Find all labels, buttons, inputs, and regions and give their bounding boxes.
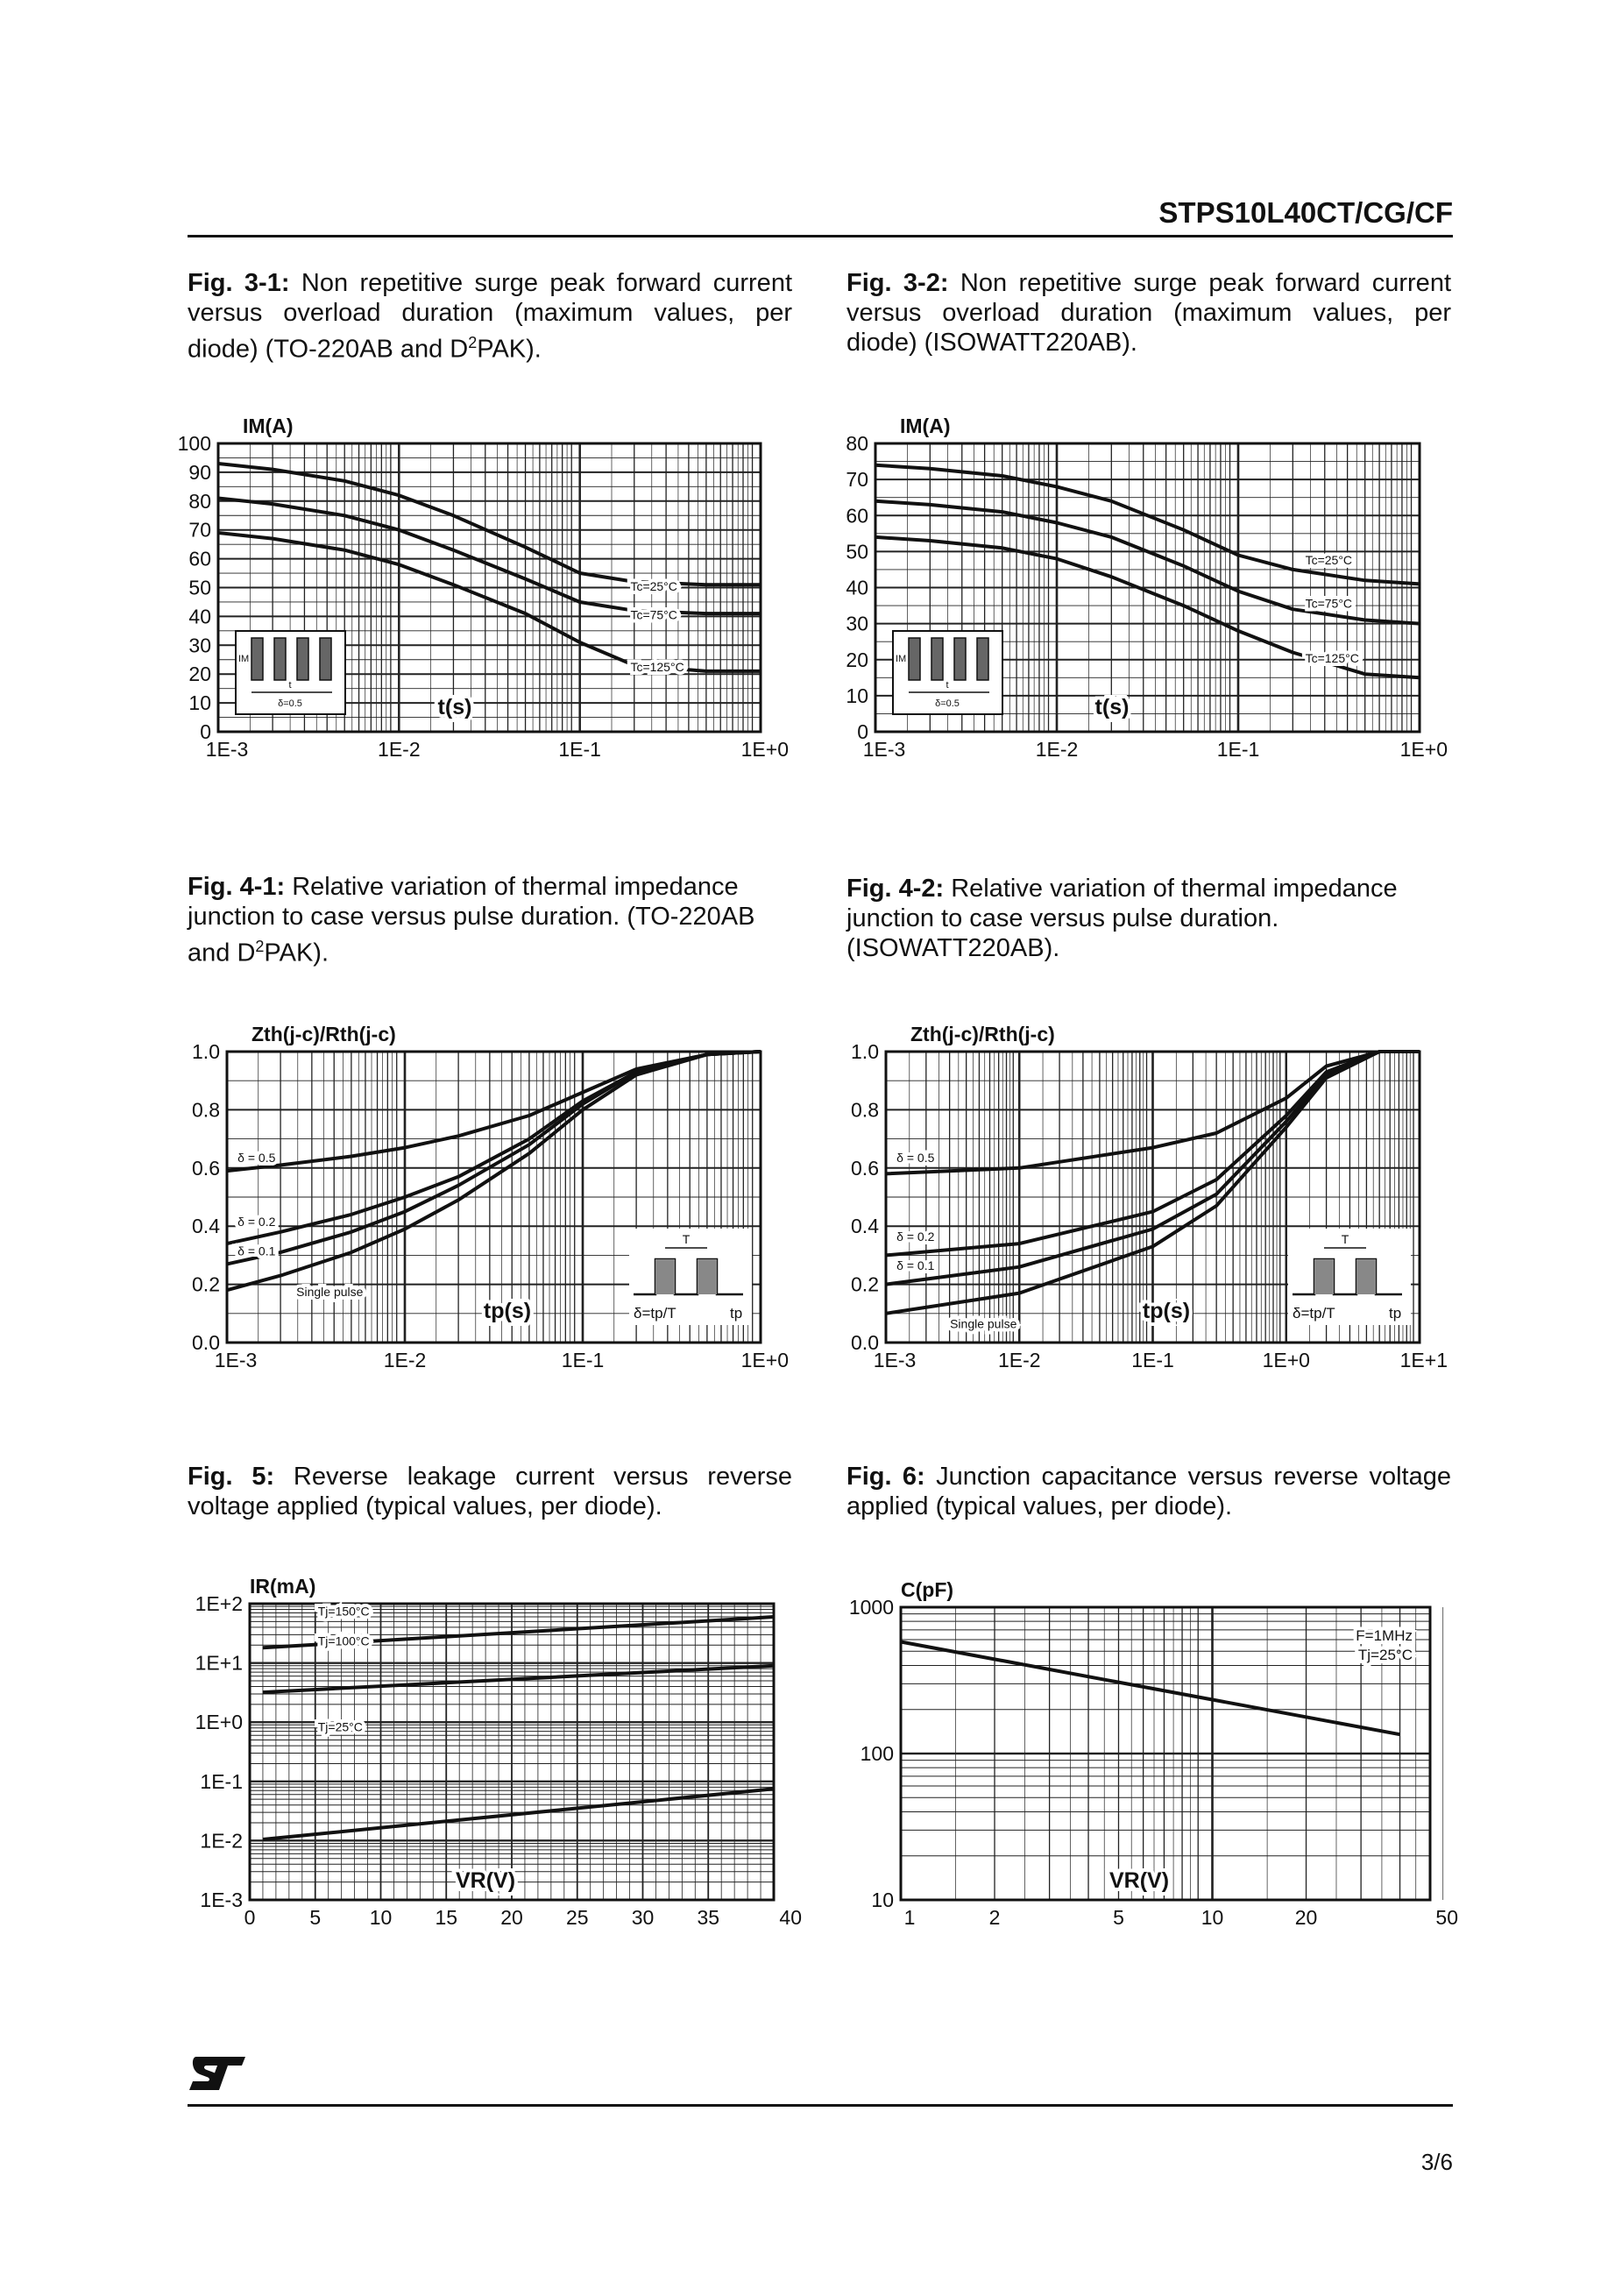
inset-label: δ=0.5 — [935, 698, 960, 709]
inset-pulse — [931, 638, 943, 680]
inset-label: tp — [1389, 1305, 1402, 1322]
y-tick-label: 70 — [846, 468, 868, 492]
y-tick-label: 0.2 — [851, 1272, 879, 1296]
y-tick-label: 0.0 — [851, 1331, 879, 1354]
caption-text: Non repetitive surge peak forward current versus overload duration (maximum values, per diode) (ISOWATT220AB). — [846, 269, 1452, 357]
caption-fig-label: Fig. 3-2: — [846, 269, 949, 297]
x-axis-label: t(s) — [437, 695, 472, 719]
x-tick-label: 1E+0 — [1262, 1349, 1310, 1371]
x-tick-label: 1E-2 — [1035, 738, 1079, 761]
y-axis-label: Zth(j-c)/Rth(j-c) — [251, 1023, 396, 1045]
y-tick-label: 1.0 — [851, 1040, 879, 1063]
series-label: δ = 0.5 — [896, 1151, 935, 1166]
inset-pulse — [655, 1259, 675, 1294]
x-tick-label: 15 — [435, 1906, 458, 1929]
y-tick-label: 40 — [846, 576, 868, 599]
caption-tail: PAK). — [477, 335, 542, 364]
inset-pulse — [320, 638, 331, 680]
x-tick-label: 1E-1 — [561, 1349, 605, 1371]
y-tick-label: 1E-2 — [200, 1829, 243, 1853]
y-tick-label: 0 — [857, 720, 868, 743]
y-tick-label: 40 — [188, 605, 211, 628]
inset-label: δ=tp/T — [1293, 1305, 1335, 1322]
series-line — [901, 1642, 1400, 1735]
y-tick-label: 1E+2 — [195, 1592, 243, 1615]
x-tick-label: 5 — [309, 1906, 322, 1929]
series-line — [263, 1789, 774, 1839]
caption-text: Relative variation of thermal impedance junction to case versus pulse duration. (ISOWATT220AB). — [846, 875, 1398, 962]
inset-pulse — [1314, 1259, 1334, 1294]
x-tick-label: 40 — [779, 1906, 802, 1929]
x-tick-label: 20 — [1294, 1906, 1318, 1929]
x-axis-label: tp(s) — [483, 1299, 532, 1323]
y-tick-label: 1E+1 — [195, 1651, 243, 1675]
series-label: Tj=150°C — [317, 1604, 370, 1619]
caption-fig-label: Fig. 4-2: — [846, 875, 945, 903]
y-axis-label: IM(A) — [900, 415, 951, 437]
inset-pulse — [297, 638, 308, 680]
series-label: Single pulse — [950, 1316, 1017, 1331]
inset-pulse — [1356, 1259, 1376, 1294]
y-tick-label: 80 — [188, 489, 211, 513]
y-tick-label: 0.4 — [192, 1215, 220, 1238]
chart-annotation: Tj=25°C — [1357, 1647, 1413, 1663]
y-tick-label: 80 — [846, 432, 868, 455]
inset-label: T — [682, 1232, 691, 1246]
x-axis-label: VR(V) — [1108, 1868, 1170, 1893]
y-axis-label: IM(A) — [243, 415, 294, 437]
y-tick-label: 50 — [188, 576, 211, 599]
x-tick-label: 10 — [1201, 1906, 1224, 1929]
y-axis-label: C(pF) — [901, 1578, 954, 1601]
caption-text: Non repetitive surge peak forward current versus overload duration (maximum values, per diode) (TO-220AB and D — [188, 269, 793, 364]
x-tick-label: 5 — [1113, 1906, 1124, 1929]
x-tick-label: 1E+0 — [740, 738, 789, 761]
series-label: Tc=125°C — [630, 659, 684, 674]
x-tick-label: 1E-1 — [1216, 738, 1260, 761]
y-tick-label: 1E-3 — [200, 1889, 243, 1911]
inset-label: t — [946, 680, 949, 691]
y-tick-label: 20 — [846, 648, 868, 671]
series-label: δ = 0.5 — [237, 1151, 276, 1166]
y-tick-label: 0.4 — [851, 1215, 879, 1238]
inset-label: T — [1341, 1232, 1349, 1246]
caption-sup: 2 — [255, 938, 265, 955]
chart-annotation: F=1MHz — [1356, 1627, 1413, 1644]
y-tick-label: 0.8 — [851, 1098, 879, 1122]
y-tick-label: 0.2 — [192, 1272, 220, 1296]
x-tick-label: 35 — [697, 1906, 720, 1929]
document-title: STPS10L40CT/CG/CF — [1158, 196, 1453, 229]
series-line — [218, 464, 761, 585]
x-tick-label: 1E+1 — [1399, 1349, 1448, 1371]
y-axis-label: Zth(j-c)/Rth(j-c) — [910, 1023, 1055, 1045]
st-logo-icon — [188, 2055, 249, 2092]
x-tick-label: 1E+0 — [740, 1349, 789, 1371]
x-tick-label: 20 — [500, 1906, 523, 1929]
y-tick-label: 30 — [188, 634, 211, 657]
inset-label: t — [288, 680, 292, 691]
series-label: Tc=25°C — [630, 578, 677, 593]
x-tick-label: 30 — [631, 1906, 655, 1929]
series-label: Tc=75°C — [1305, 596, 1353, 611]
series-label: Tc=125°C — [1305, 651, 1359, 666]
x-tick-label: 1E+0 — [1399, 738, 1448, 761]
inset-pulse — [909, 638, 920, 680]
x-axis-label: VR(V) — [455, 1868, 516, 1893]
x-tick-label: 1E-2 — [383, 1349, 427, 1371]
x-tick-label: 1 — [903, 1906, 916, 1929]
inset-label: δ=tp/T — [634, 1305, 676, 1322]
caption-tail: PAK). — [264, 939, 329, 967]
inset-label: IM — [238, 654, 250, 664]
y-tick-label: 90 — [188, 460, 211, 484]
caption-text: Relative variation of thermal impedance junction to case versus pulse duration. (TO-220AB and D — [188, 873, 755, 967]
series-label: Tj=100°C — [317, 1633, 370, 1648]
y-tick-label: 0.8 — [192, 1098, 220, 1122]
y-tick-label: 30 — [846, 612, 868, 635]
y-tick-label: 10 — [871, 1889, 894, 1911]
inset-label: δ=0.5 — [278, 698, 302, 709]
y-tick-label: 50 — [846, 540, 868, 563]
x-tick-label: 1E-3 — [214, 1349, 258, 1371]
y-tick-label: 60 — [846, 504, 868, 528]
y-tick-label: 0.6 — [192, 1156, 220, 1180]
series-line — [263, 1666, 774, 1692]
x-tick-label: 50 — [1435, 1906, 1458, 1929]
y-tick-label: 0.6 — [851, 1156, 879, 1180]
x-axis-label: tp(s) — [1142, 1299, 1191, 1323]
series-label: δ = 0.2 — [237, 1215, 276, 1229]
page-number: 3/6 — [1420, 2149, 1453, 2175]
y-tick-label: 60 — [188, 547, 211, 570]
x-tick-label: 1E-2 — [378, 738, 421, 761]
y-axis-label: IR(mA) — [250, 1575, 316, 1598]
footer-rule — [188, 2104, 1453, 2107]
x-tick-label: 1E-2 — [997, 1349, 1041, 1371]
x-tick-label: 1E-3 — [862, 738, 906, 761]
y-tick-label: 100 — [177, 432, 211, 455]
y-tick-label: 10 — [846, 684, 868, 707]
inset-pulse — [274, 638, 286, 680]
caption-text: Junction capacitance versus reverse voltage applied (typical values, per diode). — [846, 1463, 1452, 1520]
y-tick-label: 1E-1 — [200, 1769, 243, 1793]
x-tick-label: 1E-3 — [873, 1349, 917, 1371]
y-tick-label: 1.0 — [192, 1040, 220, 1063]
inset-pulse — [698, 1259, 717, 1294]
y-tick-label: 0.0 — [192, 1331, 220, 1354]
y-tick-label: 100 — [860, 1742, 894, 1765]
inset-pulse — [251, 638, 263, 680]
series-label: δ = 0.1 — [896, 1258, 935, 1272]
series-label: Tj=25°C — [317, 1719, 363, 1734]
caption-fig-label: Fig. 3-1: — [188, 269, 290, 297]
x-tick-label: 2 — [988, 1906, 1001, 1929]
series-label: Tc=25°C — [1305, 553, 1353, 568]
x-tick-label: 1E-1 — [1131, 1349, 1174, 1371]
series-label: Tc=75°C — [630, 607, 677, 622]
y-tick-label: 20 — [188, 663, 211, 686]
series-label: δ = 0.1 — [237, 1244, 276, 1258]
x-axis-label: t(s) — [1094, 695, 1130, 719]
y-tick-label: 10 — [188, 691, 211, 715]
y-tick-label: 0 — [200, 720, 211, 743]
y-tick-label: 1E+0 — [195, 1711, 243, 1734]
y-tick-label: 1000 — [848, 1596, 894, 1619]
x-tick-label: 0 — [244, 1906, 256, 1929]
x-tick-label: 1E-3 — [205, 738, 249, 761]
inset-pulse — [977, 638, 988, 680]
caption-fig-label: Fig. 4-1: — [188, 873, 286, 901]
inset-pulse — [954, 638, 966, 680]
series-line — [227, 1052, 761, 1171]
inset-label: tp — [730, 1305, 743, 1322]
caption-fig-label: Fig. 6: — [846, 1463, 925, 1491]
x-tick-label: 1E-1 — [558, 738, 601, 761]
caption-text: Reverse leakage current versus reverse voltage applied (typical values, per diode). — [188, 1463, 793, 1520]
x-tick-label: 10 — [369, 1906, 393, 1929]
inset-label: IM — [896, 654, 907, 664]
series-label: δ = 0.2 — [896, 1229, 935, 1244]
caption-fig-label: Fig. 5: — [188, 1463, 275, 1491]
x-tick-label: 25 — [565, 1906, 589, 1929]
caption-sup: 2 — [468, 334, 478, 351]
y-tick-label: 70 — [188, 518, 211, 542]
series-label: Single pulse — [296, 1284, 364, 1299]
